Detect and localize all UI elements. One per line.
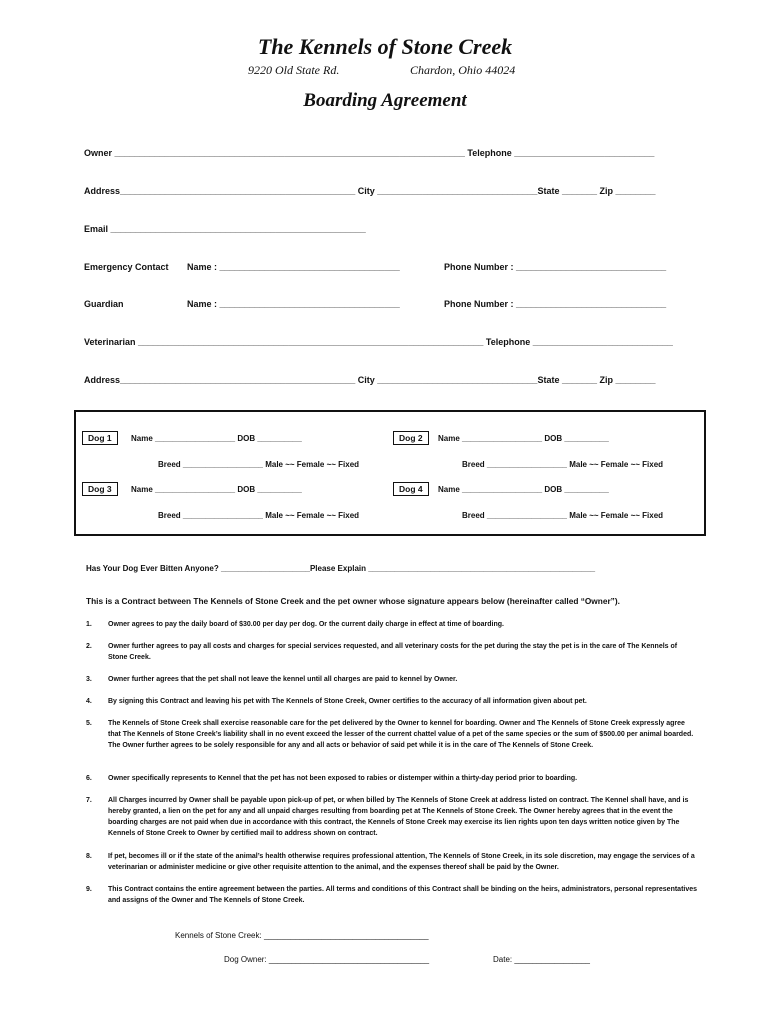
emergency-contact-label: Emergency Contact [84,262,169,272]
term-number: 9. [86,886,92,893]
guardian-phone-field[interactable]: Phone Number : ______________________________ [444,299,667,309]
vet-address-field[interactable]: Address_______________________________________________ City ________________________________State _______ Zip ________ [84,375,656,385]
term-number: 5. [86,720,92,727]
dog3-breed[interactable]: Breed __________________ Male ~~ Female ~~ Fixed [158,511,360,520]
term-text: Owner further agrees to pay all costs and charges for special services requested, and all veterinary costs for the pet during the stay the pet is in the care of The Kennels of Stone Creek. [108,643,678,661]
dog4-name-dob[interactable]: Name __________________ DOB __________ [438,485,609,494]
term-text: By signing this Contract and leaving his pet with The Kennels of Stone Creek, Owner certifies to the accuracy of all information given about pet. [108,698,587,705]
email-field[interactable]: Email ___________________________________________________ [84,224,366,234]
emergency-name-field[interactable]: Name : ____________________________________ [187,262,400,272]
dog4-label: Dog 4 [393,482,429,496]
term-text: This Contract contains the entire agreement between the parties. All terms and conditions of this Contract shall be binding on the heirs, administrators, personal representatives and assigns of the Owner and The Kennels of Stone Creek. [108,886,698,904]
dog3-label: Dog 3 [82,482,118,496]
date-field[interactable]: Date: _________________ [493,955,590,964]
term-text: Owner agrees to pay the daily board of $30.00 per day per dog. Or the current daily charge in effect at time of boarding. [108,621,504,628]
page-title: Boarding Agreement [303,90,467,111]
kennels-signature-field[interactable]: Kennels of Stone Creek: _____________________________________ [175,931,429,940]
dog2-label: Dog 2 [393,431,429,445]
term-number: 7. [86,797,92,804]
address-street: 9220 Old State Rd. [248,63,340,77]
dog2-breed[interactable]: Breed __________________ Male ~~ Female ~~ Fixed [462,460,664,469]
term-text: If pet, becomes ill or if the state of the animal’s health otherwise requires professional attention, The Kennels of Stone Creek, in its sole discretion, may engage the services of a veterinarian or administer medicine or give other requisite attention to the animal, and the expenses thereof shall be paid by the Owner. [108,853,695,871]
emergency-phone-field[interactable]: Phone Number : ______________________________ [444,262,667,272]
term-text: Owner specifically represents to Kennel that the pet has not been exposed to rabies or distemper within a thirty-day period prior to boarding. [108,775,578,782]
dog1-label: Dog 1 [82,431,118,445]
veterinarian-field[interactable]: Veterinarian _____________________________________________________________________ Telephone ____________________________ [84,337,673,347]
contract-intro: This is a Contract between The Kennels of Stone Creek and the pet owner whose signature appears below (hereinafter called “Owner”). [86,596,620,606]
term-text: The Kennels of Stone Creek shall exercise reasonable care for the pet delivered by the Owner to kennel for boarding. Owner and The Kennels of Stone Creek expressly agree that The Kennels of Stone Creek’s liability shall in no event exceed the lesser of the current chattel value of a pet of the same species or the sum of $500.00 per animal boarded. The Owner further agrees to be solely responsible for any and all acts or behavior of said pet while it is in the care of The Kennels of Stone Creek. [108,720,694,749]
guardian-name-field[interactable]: Name : ____________________________________ [187,299,400,309]
address-city: Chardon, Ohio 44024 [410,63,516,77]
term-number: 1. [86,621,92,628]
address-field[interactable]: Address_______________________________________________ City ________________________________State _______ Zip ________ [84,186,656,196]
dog-owner-signature-field[interactable]: Dog Owner: ____________________________________ [224,955,430,964]
term-number: 2. [86,643,92,650]
bitten-question[interactable]: Has Your Dog Ever Bitten Anyone? ____________________Please Explain ___________________________________________________ [86,564,596,573]
dog1-breed[interactable]: Breed __________________ Male ~~ Female ~~ Fixed [158,460,360,469]
term-text: All Charges incurred by Owner shall be payable upon pick-up of pet, or when billed by The Kennels of Stone Creek at address listed on contract. The Kennel shall have, and is hereby granted, a lien on the pet for any and all unpaid charges resulting from boarding pet at The Kennels of Stone Creek. The Owner hereby agrees that in the event the boarding charges are not paid when due in accordance with this contract, the Kennels of Stone Creek may exercise its lien rights upon ten days written notice given by The Kennels of Stone Creek to Owner by certified mail to address shown on contract. [108,797,689,837]
term-text: Owner further agrees that the pet shall not leave the kennel until all charges are paid to kennel by Owner. [108,676,458,683]
term-number: 6. [86,775,92,782]
dog1-name-dob[interactable]: Name __________________ DOB __________ [131,434,302,443]
term-number: 8. [86,853,92,860]
guardian-label: Guardian [84,299,124,309]
dog3-name-dob[interactable]: Name __________________ DOB __________ [131,485,302,494]
dog2-name-dob[interactable]: Name __________________ DOB __________ [438,434,609,443]
owner-field[interactable]: Owner ______________________________________________________________________ Telephone ____________________________ [84,148,655,158]
term-number: 4. [86,698,92,705]
dog4-breed[interactable]: Breed __________________ Male ~~ Female ~~ Fixed [462,511,664,520]
company-title: The Kennels of Stone Creek [257,34,513,59]
term-number: 3. [86,676,92,683]
